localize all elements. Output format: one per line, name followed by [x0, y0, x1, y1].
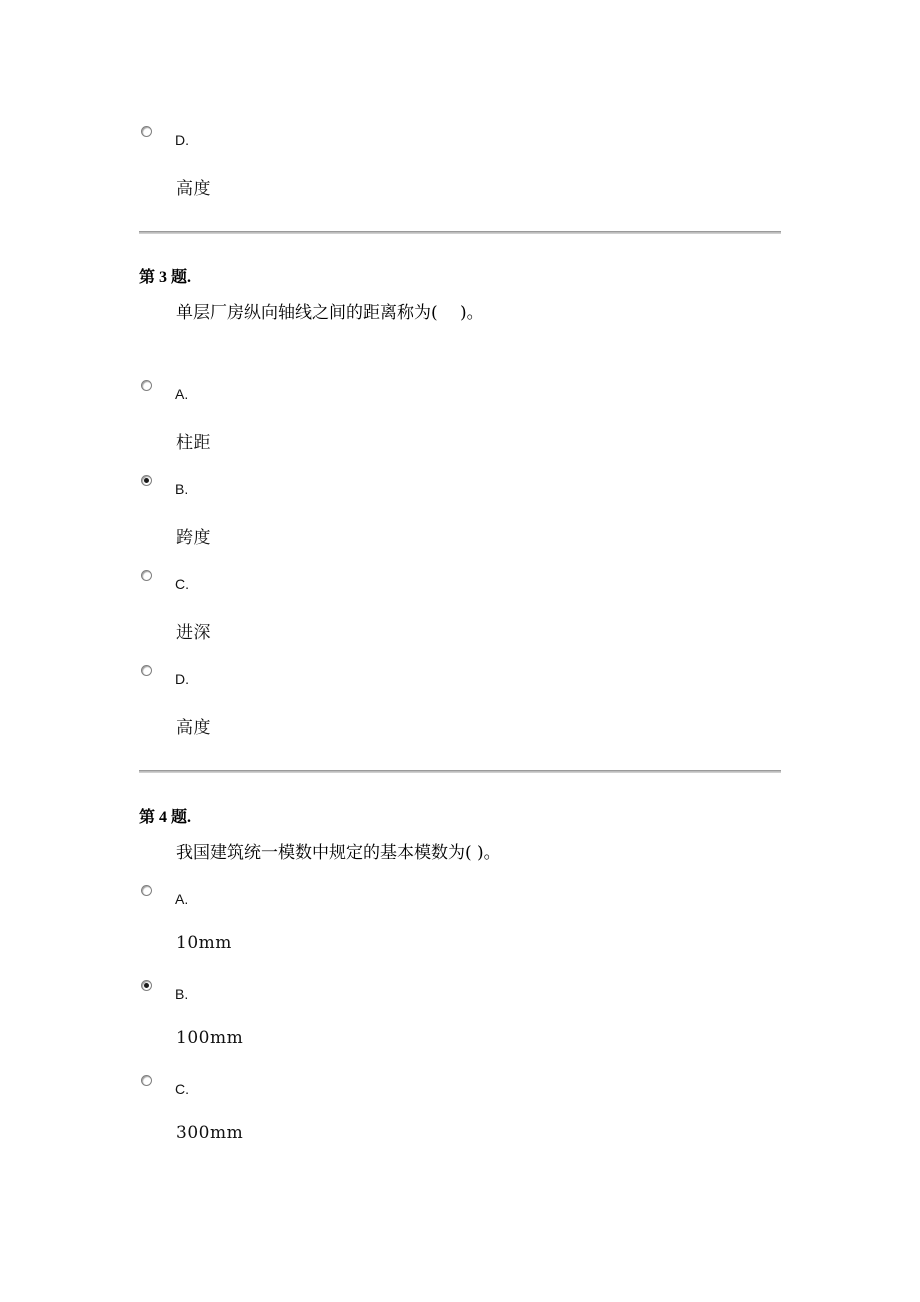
q3-text: 单层厂房纵向轴线之间的距离称为( )。 [176, 303, 484, 323]
q3-option-d-radio[interactable] [141, 665, 152, 676]
q4-option-a-letter: A. [175, 891, 189, 907]
q3-option-a-letter: A. [175, 386, 189, 402]
q4-option-c-letter: C. [175, 1081, 189, 1097]
q3-option-b-text: 跨度 [176, 528, 211, 548]
q3-option-c-letter: C. [175, 576, 189, 592]
q3-option-d-text: 高度 [176, 718, 211, 738]
q4-text: 我国建筑统一模数中规定的基本模数为( )。 [176, 843, 501, 863]
q2-option-d-text: 高度 [176, 179, 211, 199]
q3-option-d-letter: D. [175, 671, 189, 687]
question-divider [139, 231, 781, 234]
q3-option-b-radio[interactable] [141, 475, 152, 486]
q4-option-a-radio[interactable] [141, 885, 152, 896]
q3-option-c-text: 进深 [176, 623, 211, 643]
q4-title: 第 4 题. [139, 809, 192, 826]
q4-option-b-radio[interactable] [141, 980, 152, 991]
question-divider [139, 770, 781, 773]
q2-option-d-letter: D. [175, 132, 189, 148]
q4-option-b-text: 100mm [176, 1028, 244, 1048]
q3-option-a-radio[interactable] [141, 380, 152, 391]
q4-option-c-text: 300mm [176, 1123, 244, 1143]
q2-option-d-radio[interactable] [141, 126, 152, 137]
q4-option-c-radio[interactable] [141, 1075, 152, 1086]
q4-option-b-letter: B. [175, 986, 189, 1002]
q3-option-b-letter: B. [175, 481, 189, 497]
q4-option-a-text: 10mm [176, 933, 232, 953]
q3-option-a-text: 柱距 [176, 433, 211, 453]
q3-option-c-radio[interactable] [141, 570, 152, 581]
q3-title: 第 3 题. [139, 269, 192, 286]
